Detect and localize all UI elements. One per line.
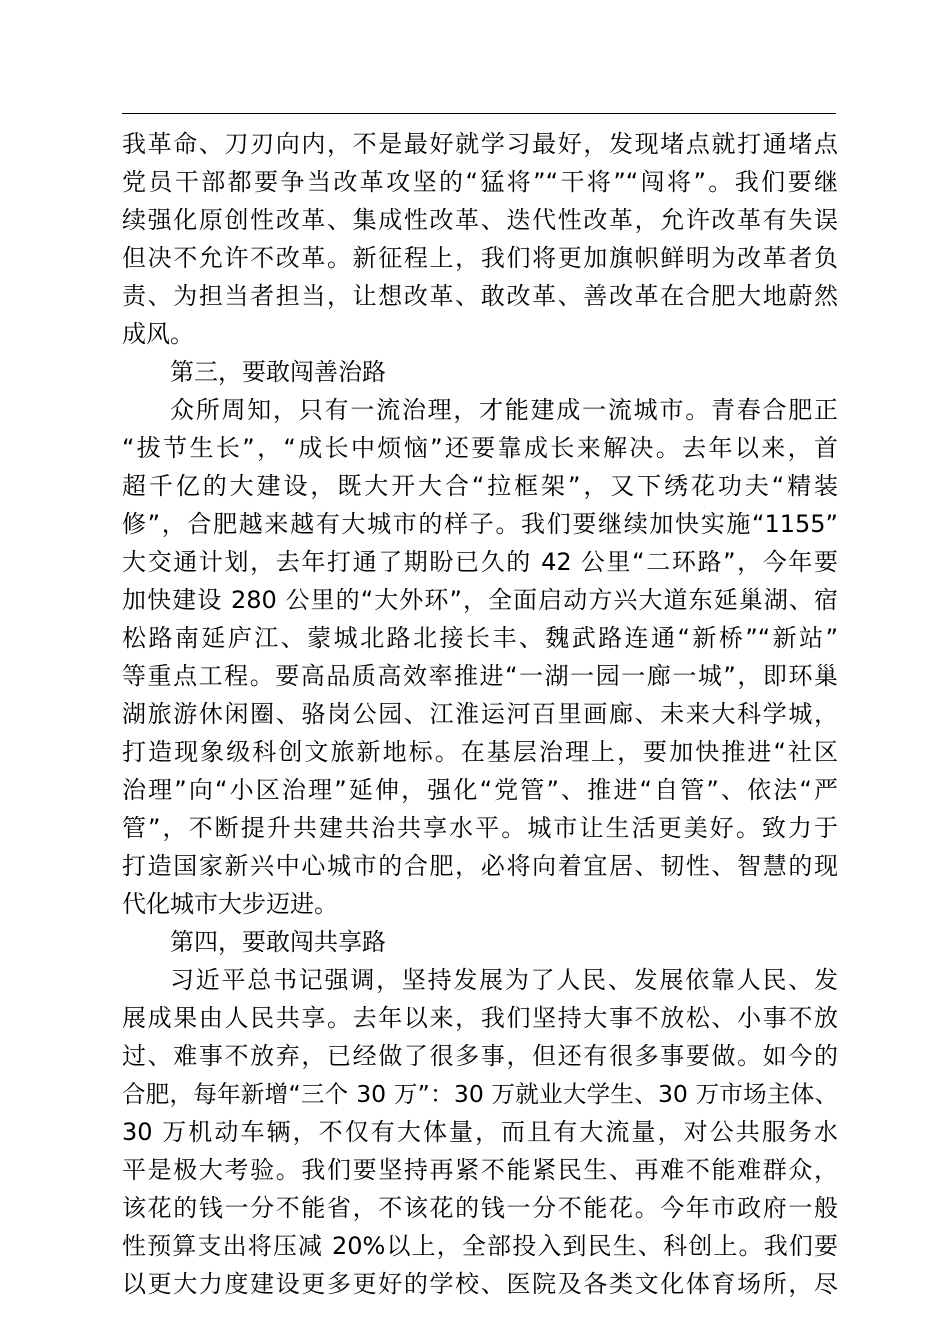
text-line: 展成果由人民共享。去年以来，我们坚持大事不放松、小事不放	[122, 1004, 838, 1032]
text-line: 平是极大考验。我们要坚持再紧不能紧民生、再难不能难群众，	[122, 1156, 838, 1184]
text-line: 治理”向“小区治理”延伸，强化“党管”、推进“自管”、依法“严	[122, 776, 838, 804]
text-line: 该花的钱一分不能省，不该花的钱一分不能花。今年市政府一般	[122, 1194, 838, 1222]
text-line: 大交通计划，去年打通了期盼已久的 42 公里“二环路”，今年要	[122, 548, 838, 576]
text-line: 等重点工程。要高品质高效率推进“一湖一园一廊一城”，即环巢	[122, 662, 838, 690]
text-line: 第四，要敢闯共享路	[170, 928, 386, 956]
header-rule	[122, 113, 836, 114]
text-line: 我革命、刀刃向内，不是最好就学习最好，发现堵点就打通堵点	[122, 130, 838, 158]
text-line: 以更大力度建设更多更好的学校、医院及各类文化体育场所，尽	[122, 1270, 838, 1298]
text-line: 代化城市大步迈进。	[122, 890, 338, 918]
text-line: 成风。	[122, 320, 194, 348]
text-line: 超千亿的大建设，既大开大合“拉框架”，又下绣花功夫“精装	[122, 472, 838, 500]
text-line: 性预算支出将压减 20%以上，全部投入到民生、科创上。我们要	[122, 1232, 838, 1260]
text-line: 湖旅游休闲圈、骆岗公园、江淮运河百里画廊、未来大科学城，	[122, 700, 838, 728]
text-line: 习近平总书记强调，坚持发展为了人民、发展依靠人民、发	[170, 966, 838, 994]
text-line: 30 万机动车辆，不仅有大体量，而且有大流量，对公共服务水	[122, 1118, 838, 1146]
text-line: 责、为担当者担当，让想改革、敢改革、善改革在合肥大地蔚然	[122, 282, 838, 310]
document-body	[122, 125, 838, 1303]
text-line: 修”，合肥越来越有大城市的样子。我们要继续加快实施“1155”	[122, 510, 838, 538]
text-line: 第三，要敢闯善治路	[170, 358, 386, 386]
text-line: 但决不允许不改革。新征程上，我们将更加旗帜鲜明为改革者负	[122, 244, 838, 272]
text-line: 松路南延庐江、蒙城北路北接长丰、魏武路连通“新桥”“新站”	[122, 624, 838, 652]
text-line: 打造国家新兴中心城市的合肥，必将向着宜居、韧性、智慧的现	[122, 852, 838, 880]
text-line: 过、难事不放弃，已经做了很多事，但还有很多事要做。如今的	[122, 1042, 838, 1070]
text-line: 打造现象级科创文旅新地标。在基层治理上，要加快推进“社区	[122, 738, 838, 766]
text-line: 续强化原创性改革、集成性改革、迭代性改革，允许改革有失误	[122, 206, 838, 234]
text-line: 众所周知，只有一流治理，才能建成一流城市。青春合肥正	[170, 396, 838, 424]
text-line: 加快建设 280 公里的“大外环”，全面启动方兴大道东延巢湖、宿	[122, 586, 838, 614]
text-line: 合肥，每年新增“三个 30 万”：30 万就业大学生、30 万市场主体、	[122, 1080, 838, 1108]
text-line: 党员干部都要争当改革攻坚的“猛将”“干将”“闯将”。我们要继	[122, 168, 838, 196]
text-line: “拔节生长”，“成长中烦恼”还要靠成长来解决。去年以来，首	[122, 434, 838, 462]
text-line: 管”，不断提升共建共治共享水平。城市让生活更美好。致力于	[122, 814, 838, 842]
